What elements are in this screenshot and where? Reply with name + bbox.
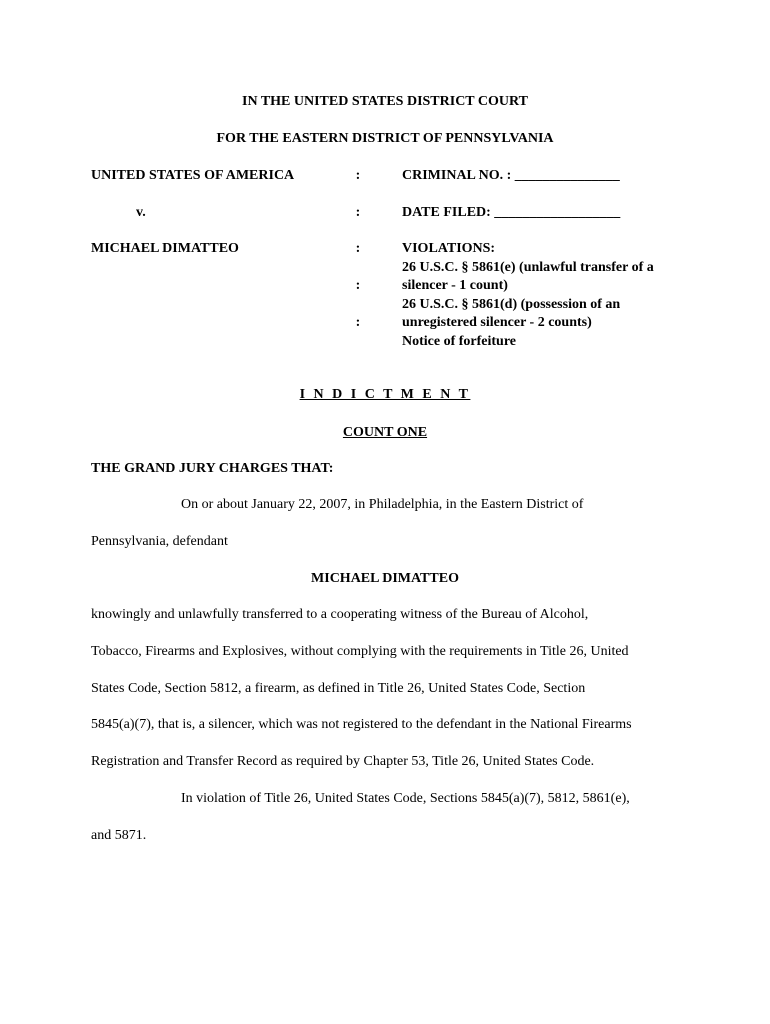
caption-colon: :: [355, 241, 361, 256]
court-name-line1: IN THE UNITED STATES DISTRICT COURT: [242, 94, 528, 109]
body-line: On or about January 22, 2007, in Philadelphia, in the Eastern District of: [181, 497, 584, 512]
defendant-name: MICHAEL DIMATTEO: [91, 241, 239, 256]
body-line: knowingly and unlawfully transferred to a cooperating witness of the Bureau of Alcohol,: [91, 607, 589, 622]
count-title: COUNT ONE: [342, 425, 428, 440]
body-line: Pennsylvania, defendant: [91, 534, 228, 549]
violations-line: 26 U.S.C. § 5861(e) (unlawful transfer of a: [402, 259, 654, 275]
versus-text: v.: [136, 205, 146, 220]
charges-heading: THE GRAND JURY CHARGES THAT:: [91, 461, 334, 476]
caption-colon: :: [355, 278, 361, 293]
plaintiff-name: UNITED STATES OF AMERICA: [91, 168, 295, 183]
violations-line: Notice of forfeiture: [402, 333, 517, 349]
violations-line: 26 U.S.C. § 5861(d) (possession of an: [402, 296, 621, 312]
criminal-number: CRIMINAL NO. : _______________: [402, 168, 620, 183]
caption-colon: :: [355, 315, 361, 330]
body-line: Tobacco, Firearms and Explosives, without complying with the requirements in Title 26, United: [91, 644, 629, 659]
violations-block: [402, 240, 654, 351]
violation-line: and 5871.: [91, 828, 147, 843]
caption-colon: :: [355, 205, 361, 220]
body-line: Registration and Transfer Record as required by Chapter 53, Title 26, United States Code.: [91, 754, 595, 769]
violations-line: silencer - 1 count): [402, 278, 508, 293]
violations-heading: VIOLATIONS:: [402, 241, 496, 256]
body-line: 5845(a)(7), that is, a silencer, which was not registered to the defendant in the National Firearms: [91, 717, 632, 732]
defendant-name-body: MICHAEL DIMATTEO: [311, 571, 459, 586]
caption-colon: :: [355, 168, 361, 183]
indictment-title: I N D I C T M E N T: [299, 387, 471, 402]
body-line: States Code, Section 5812, a firearm, as defined in Title 26, United States Code, Section: [91, 681, 586, 696]
court-name-line2: FOR THE EASTERN DISTRICT OF PENNSYLVANIA: [216, 131, 554, 146]
violations-line: unregistered silencer - 2 counts): [402, 315, 592, 330]
date-filed: DATE FILED: __________________: [402, 205, 621, 220]
violation-line: In violation of Title 26, United States Code, Sections 5845(a)(7), 5812, 5861(e),: [181, 791, 630, 806]
